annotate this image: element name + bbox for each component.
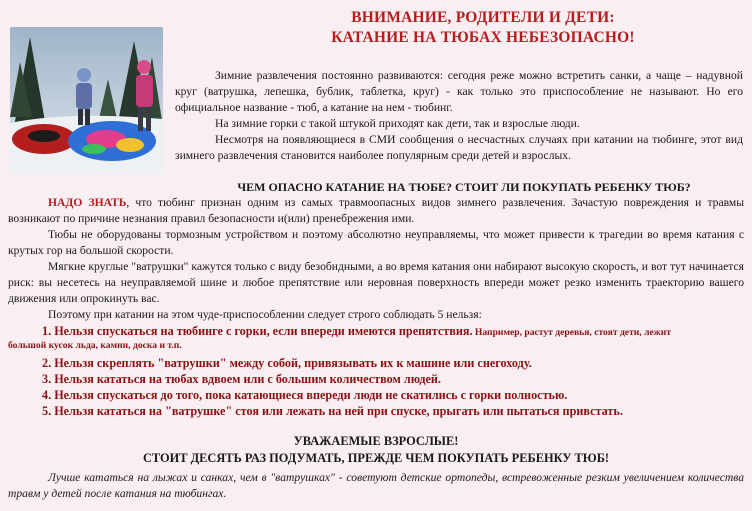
body-paragraph-2: Тюбы не оборудованы тормозным устройством и поэтому абсолютно неуправляемы, что может привести к трагедии во время катания с крутых гор на большой скорости. xyxy=(8,228,744,257)
closing-line-2: СТОИТ ДЕСЯТЬ РАЗ ПОДУМАТЬ, ПРЕЖДЕ ЧЕМ ПОКУПАТЬ РЕБЕНКУ ТЮБ! xyxy=(142,451,610,465)
rule-1-note: Например, растут деревья, стоят дети, лежит xyxy=(472,327,671,338)
rule-5: 5. Нельзя кататься на "ватрушке" стоя или лежать на ней при спуске, прыгать или пытаться привстать. xyxy=(42,404,623,418)
body-paragraph-1-text: , что тюбинг признан одним из самых травмоопасных видов зимнего развлечения. Зачастую повреждения и травмы возникают по причине незнания правил безопасности и(или) пренебрежения ими. xyxy=(8,196,744,225)
page-title xyxy=(218,8,748,48)
title-line-2: КАТАНИЕ НА ТЮБАХ НЕБЕЗОПАСНО! xyxy=(331,29,635,46)
intro-paragraph-3: Несмотря на появляющиеся в СМИ сообщения о несчастных случаях при катании на тюбинге, этот вид зимнего развлечения становится наиболее популярным среди детей и взрослых. xyxy=(175,133,743,162)
intro-paragraph-1: Зимние развлечения постоянно развиваются: сегодня реже можно встретить санки, а чаще – надувной круг (ватрушка, лепешка, бублик, таблетка, круг) - как только это приспособление не называют. Но его официальное название - тюб, а катание на нем - тюбинг. xyxy=(175,69,743,114)
rule-1-note-continued: большой кусок льда, камни, доска и т.п. xyxy=(8,340,182,351)
rule-2: 2. Нельзя скреплять "ватрушки" между собой, привязывать их к машине или снегоходу. xyxy=(42,356,532,370)
title-line-1: ВНИМАНИЕ, РОДИТЕЛИ И ДЕТИ: xyxy=(351,9,615,26)
intro-paragraph-2: На зимние горки с такой штукой приходят как дети, так и взрослые люди. xyxy=(215,117,580,130)
orthopedist-quote: Лучше кататься на лыжах и санках, чем в "ватрушках" - советуют детские ортопеды, встревоженные резким увеличением количества травм у детей после катания на тюбингах. xyxy=(8,471,744,500)
body-paragraph-4: Поэтому при катании на этом чуде-приспособлении следует строго соблюдать 5 нельзя: xyxy=(48,308,482,321)
body-paragraph-3: Мягкие круглые "ватрушки" кажутся только с виду безобидными, а во время катания они набирают высокую скорость, и вот тут начинается риск: вы несетесь на неуправляемой шине и любое препятствие или неровная поверхность впереди может резко изменить траекторию вашего движения или опрокинуть вас. xyxy=(8,260,744,305)
rule-4: 4. Нельзя спускаться до того, пока катающиеся впереди люди не скатились с горки полностью. xyxy=(42,388,568,402)
rule-1-text: 1. Нельзя спускаться на тюбинге с горки, если впереди имеются препятствия. xyxy=(42,324,473,338)
kids-with-tubes-photo xyxy=(10,27,163,174)
section-heading: ЧЕМ ОПАСНО КАТАНИЕ НА ТЮБЕ? СТОИТ ЛИ ПОКУПАТЬ РЕБЕНКУ ТЮБ? xyxy=(237,180,691,194)
closing-line-1: УВАЖАЕМЫЕ ВЗРОСЛЫЕ! xyxy=(293,434,459,448)
rule-3: 3. Нельзя кататься на тюбах вдвоем или с большим количеством людей. xyxy=(42,372,441,386)
must-know-label: НАДО ЗНАТЬ xyxy=(48,196,127,209)
body-paragraph-1 xyxy=(8,195,744,227)
